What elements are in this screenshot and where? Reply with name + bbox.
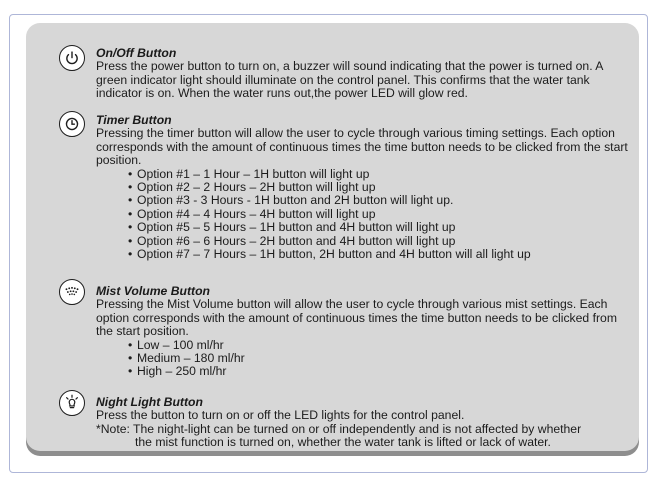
list-item: • High – 250 ml/hr [128, 365, 629, 378]
section-title: Night Light Button [96, 395, 203, 409]
section-title: On/Off Button [96, 46, 177, 60]
list-item: • Option #7 – 7 Hours – 1H button, 2H button and 4H button will all light up [128, 248, 629, 261]
on-off-section [96, 47, 629, 101]
list-item: • Option #1 – 1 Hour – 1H button will light up [128, 168, 629, 181]
mist-volume-section [96, 285, 629, 379]
instructions-panel [26, 23, 639, 451]
list-item: • Option #6 – 6 Hours – 2H button and 4H button will light up [128, 235, 629, 248]
note-continuation: the mist function is turned on, whether the water tank is lifted or lack of water. [135, 435, 551, 450]
list-item: • Option #3 - 3 Hours - 1H button and 2H button will light up. [128, 194, 629, 207]
timer-options-list [96, 168, 629, 262]
list-item: • Option #4 – 4 Hours – 4H button will light up [128, 208, 629, 221]
note-lead: *Note: The night-light can be turned on or off independently and is not affected by whether [96, 421, 582, 436]
section-body: Press the power button to turn on, a buzzer will sound indicating that the power is turned on. A green indicator light should illuminate on the control panel. This confirms that the water tank indicator is on. When the water runs out,the power LED will glow red. [96, 59, 603, 101]
list-item: • Medium – 180 ml/hr [128, 352, 629, 365]
section-body: Press the button to turn on or off the LED lights for the control panel. [96, 408, 465, 423]
night-light-section [96, 396, 629, 450]
section-title: Timer Button [96, 113, 172, 127]
list-item: • Option #2 – 2 Hours – 2H button will light up [128, 181, 629, 194]
list-item: • Option #5 – 5 Hours – 1H button and 4H button will light up [128, 221, 629, 234]
document-frame [9, 14, 648, 473]
mist-icon [59, 279, 85, 305]
mist-options-list [96, 339, 629, 379]
section-body: Pressing the Mist Volume button will allow the user to cycle through various mist settings. Each option corresponds with the amount of continuous times the time button needs to be clicked from the start position. [96, 297, 617, 339]
list-item: • Low – 100 ml/hr [128, 339, 629, 352]
night-light-icon [59, 390, 85, 416]
timer-section [96, 114, 629, 261]
timer-icon [59, 111, 85, 137]
note [96, 423, 629, 450]
power-icon [59, 45, 85, 71]
section-body: Pressing the timer button will allow the user to cycle through various timing settings. Each option corresponds with the amount of continuous times the time button needs to be clicked from the start position. [96, 126, 628, 168]
section-title: Mist Volume Button [96, 284, 210, 298]
